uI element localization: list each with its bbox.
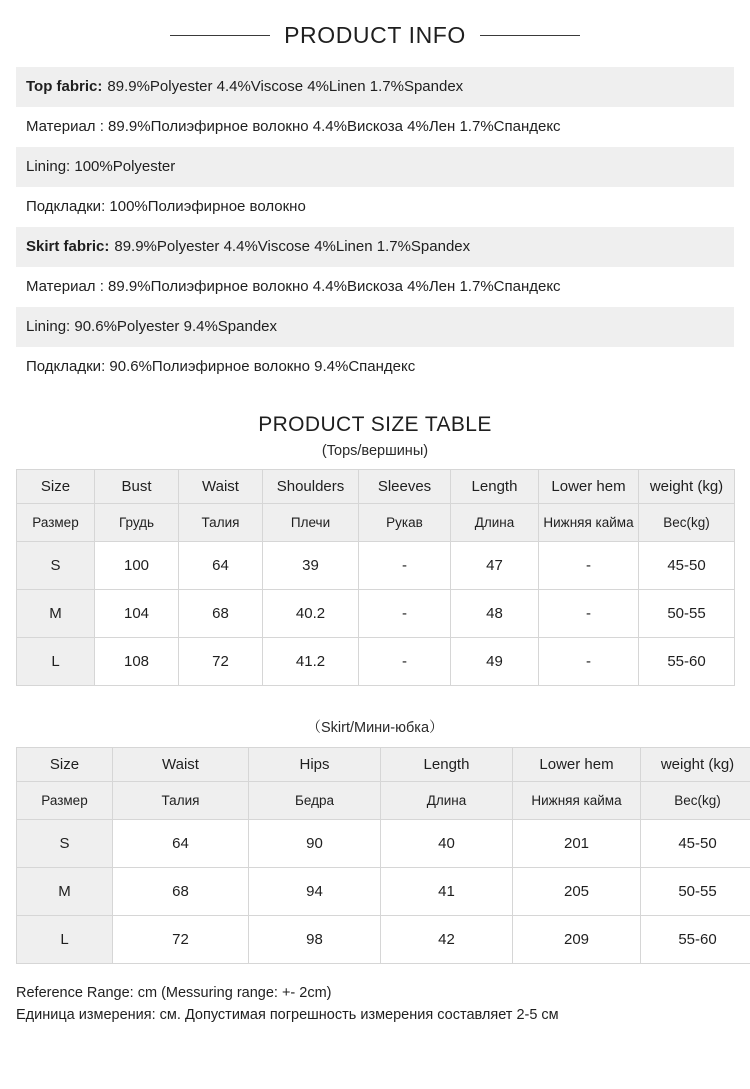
table-cell <box>451 542 539 590</box>
table-header-cell <box>451 470 539 504</box>
table-header-cell <box>249 782 381 820</box>
table-row <box>17 916 750 964</box>
table-cell <box>539 542 639 590</box>
table-cell <box>641 868 750 916</box>
product-info-row-text: Lining: 100%Polyester <box>26 158 176 175</box>
header-rule-left <box>170 35 270 36</box>
cell-text: Размер <box>41 793 88 809</box>
cell-text: 64 <box>172 835 189 852</box>
cell-text: - <box>586 653 591 670</box>
table-header-row <box>17 504 735 542</box>
skirt-table-body <box>17 748 750 964</box>
cell-text: S <box>59 835 70 852</box>
cell-text: 45-50 <box>667 557 706 574</box>
product-info-row-text: Материал : 89.9%Полиэфирное волокно 4.4%Вискоза 4%Лен 1.7%Спандекс <box>26 118 561 135</box>
cell-text: S <box>50 557 61 574</box>
cell-text: Размер <box>32 515 79 531</box>
table-cell <box>641 820 750 868</box>
table-cell <box>263 542 359 590</box>
skirt-subtitle: （Skirt/Мини-юбка） <box>306 720 444 736</box>
table-header-cell <box>359 470 451 504</box>
cell-text: 47 <box>486 557 503 574</box>
cell-text: Waist <box>202 478 239 495</box>
table-cell <box>513 868 641 916</box>
table-cell <box>263 590 359 638</box>
cell-text: Нижняя кайма <box>543 515 634 531</box>
cell-text: 72 <box>172 931 189 948</box>
cell-text: 40 <box>438 835 455 852</box>
tops-table-body <box>17 470 735 686</box>
cell-text: Length <box>471 478 518 495</box>
cell-text: Длина <box>426 793 467 809</box>
cell-text: 98 <box>306 931 323 948</box>
table-cell <box>95 542 179 590</box>
product-info-row <box>16 267 734 307</box>
table-header-cell <box>641 782 750 820</box>
cell-text: 94 <box>306 883 323 900</box>
table-row <box>17 638 735 686</box>
cell-text: Hips <box>299 756 330 773</box>
table-cell <box>179 638 263 686</box>
product-info-row <box>16 67 734 107</box>
table-cell <box>539 638 639 686</box>
product-info-row-text: Lining: 90.6%Polyester 9.4%Spandex <box>26 318 278 335</box>
cell-text: Вес(kg) <box>663 515 710 531</box>
cell-text: - <box>402 605 407 622</box>
product-info-row-text: 89.9%Polyester 4.4%Viscose 4%Linen 1.7%Spandex <box>107 78 464 95</box>
cell-text: Size <box>40 478 71 495</box>
table-cell <box>249 916 381 964</box>
table-header-cell <box>17 782 113 820</box>
cell-text: Грудь <box>118 515 155 531</box>
table-header-cell <box>113 748 249 782</box>
cell-text: 48 <box>486 605 503 622</box>
table-header-cell <box>539 504 639 542</box>
table-header-cell <box>513 782 641 820</box>
cell-text: 201 <box>563 835 590 852</box>
table-cell <box>359 638 451 686</box>
cell-text: Плечи <box>290 515 331 531</box>
cell-text: L <box>60 931 69 948</box>
cell-text: Рукав <box>386 515 423 531</box>
table-cell <box>639 638 735 686</box>
table-cell <box>639 542 735 590</box>
skirt-size-table <box>16 747 750 964</box>
table-cell <box>451 590 539 638</box>
table-cell <box>381 868 513 916</box>
table-header-cell <box>381 782 513 820</box>
table-cell <box>17 590 95 638</box>
table-header-cell <box>17 748 113 782</box>
cell-text: 68 <box>212 605 229 622</box>
cell-text: Вес(kg) <box>674 793 721 809</box>
table-header-cell <box>113 782 249 820</box>
table-cell <box>113 916 249 964</box>
product-info-row <box>16 347 734 387</box>
table-header-row <box>17 748 750 782</box>
product-info-row <box>16 187 734 227</box>
table-cell <box>451 638 539 686</box>
cell-text: 68 <box>172 883 189 900</box>
table-cell <box>359 542 451 590</box>
cell-text: Талия <box>161 793 200 809</box>
table-row <box>17 868 750 916</box>
cell-text: Size <box>49 756 80 773</box>
table-header-cell <box>359 504 451 542</box>
table-header-cell <box>95 504 179 542</box>
cell-text: Lower hem <box>539 756 614 773</box>
tops-subtitle: (Tops/вершины) <box>321 443 429 459</box>
header-rule-right <box>480 35 580 36</box>
cell-text: 40.2 <box>295 605 326 622</box>
table-header-row <box>17 470 735 504</box>
cell-text: - <box>586 557 591 574</box>
table-cell <box>513 916 641 964</box>
cell-text: 41 <box>438 883 455 900</box>
cell-text: Бедра <box>295 793 334 809</box>
cell-text: Waist <box>162 756 199 773</box>
table-header-cell <box>249 748 381 782</box>
cell-text: Sleeves <box>377 478 432 495</box>
cell-text: 42 <box>438 931 455 948</box>
table-header-cell <box>451 504 539 542</box>
product-info-row <box>16 107 734 147</box>
product-info-row-text: Подкладки: 100%Полиэфирное волокно <box>26 198 306 215</box>
product-info-row <box>16 147 734 187</box>
table-header-cell <box>263 470 359 504</box>
table-header-cell <box>95 470 179 504</box>
cell-text: 49 <box>486 653 503 670</box>
cell-text: M <box>49 605 62 622</box>
cell-text: Длина <box>474 515 515 531</box>
cell-text: weight (kg) <box>660 756 735 773</box>
cell-text: Bust <box>121 478 152 495</box>
cell-text: L <box>51 653 60 670</box>
cell-text: 205 <box>563 883 590 900</box>
cell-text: 108 <box>123 653 150 670</box>
table-cell <box>17 638 95 686</box>
table-header-cell <box>179 504 263 542</box>
table-cell <box>17 542 95 590</box>
product-info-row-text: 89.9%Polyester 4.4%Viscose 4%Linen 1.7%Spandex <box>114 238 471 255</box>
table-header-cell <box>639 470 735 504</box>
tops-size-table <box>16 469 735 686</box>
table-cell <box>381 916 513 964</box>
cell-text: 64 <box>212 557 229 574</box>
table-cell <box>17 868 113 916</box>
table-cell <box>513 820 641 868</box>
cell-text: 45-50 <box>678 835 717 852</box>
table-cell <box>359 590 451 638</box>
table-cell <box>539 590 639 638</box>
product-info-row-text: Подкладки: 90.6%Полиэфирное волокно 9.4%Спандекс <box>26 358 416 375</box>
table-cell <box>113 868 249 916</box>
table-header-cell <box>179 470 263 504</box>
table-header-cell <box>17 470 95 504</box>
cell-text: 39 <box>302 557 319 574</box>
table-row <box>17 590 735 638</box>
table-cell <box>641 916 750 964</box>
table-header-cell <box>539 470 639 504</box>
cell-text: 104 <box>123 605 150 622</box>
cell-text: 209 <box>563 931 590 948</box>
cell-text: 100 <box>123 557 150 574</box>
table-cell <box>17 820 113 868</box>
table-cell <box>95 590 179 638</box>
table-cell <box>17 916 113 964</box>
footnote: Единица измерения: см. Допустимая погрешность измерения составляет 2-5 см <box>16 1007 559 1024</box>
product-info-row <box>16 307 734 347</box>
page-header <box>0 0 750 67</box>
cell-text: 50-55 <box>678 883 717 900</box>
table-row <box>17 820 750 868</box>
table-cell <box>95 638 179 686</box>
cell-text: Shoulders <box>276 478 345 495</box>
table-cell <box>179 590 263 638</box>
table-header-cell <box>381 748 513 782</box>
table-cell <box>249 820 381 868</box>
cell-text: Lower hem <box>551 478 626 495</box>
cell-text: - <box>586 605 591 622</box>
table-header-cell <box>641 748 750 782</box>
cell-text: 41.2 <box>295 653 326 670</box>
cell-text: Length <box>423 756 470 773</box>
page-title: PRODUCT INFO <box>284 22 466 48</box>
cell-text: - <box>402 557 407 574</box>
table-cell <box>639 590 735 638</box>
cell-text: Талия <box>201 515 240 531</box>
cell-text: M <box>58 883 71 900</box>
product-info-row-text: Материал : 89.9%Полиэфирное волокно 4.4%Вискоза 4%Лен 1.7%Спандекс <box>26 278 561 295</box>
cell-text: - <box>402 653 407 670</box>
table-cell <box>113 820 249 868</box>
table-header-cell <box>513 748 641 782</box>
table-row <box>17 542 735 590</box>
footnote: Reference Range: cm (Messuring range: +- 2cm) <box>16 985 332 1001</box>
cell-text: 90 <box>306 835 323 852</box>
table-header-row <box>17 782 750 820</box>
table-header-cell <box>639 504 735 542</box>
cell-text: weight (kg) <box>649 478 724 495</box>
table-cell <box>381 820 513 868</box>
product-info-list <box>16 67 734 387</box>
table-cell <box>263 638 359 686</box>
footnote-list <box>16 982 734 1027</box>
table-header-cell <box>263 504 359 542</box>
size-table-title: PRODUCT SIZE TABLE <box>258 413 492 436</box>
cell-text: 55-60 <box>678 931 717 948</box>
cell-text: 72 <box>212 653 229 670</box>
table-cell <box>179 542 263 590</box>
product-info-row-label: Top fabric: <box>26 78 103 95</box>
table-cell <box>249 868 381 916</box>
cell-text: 50-55 <box>667 605 706 622</box>
table-header-cell <box>17 504 95 542</box>
product-info-row-label: Skirt fabric: <box>26 238 110 255</box>
cell-text: Нижняя кайма <box>531 793 622 809</box>
cell-text: 55-60 <box>667 653 706 670</box>
product-info-row <box>16 227 734 267</box>
